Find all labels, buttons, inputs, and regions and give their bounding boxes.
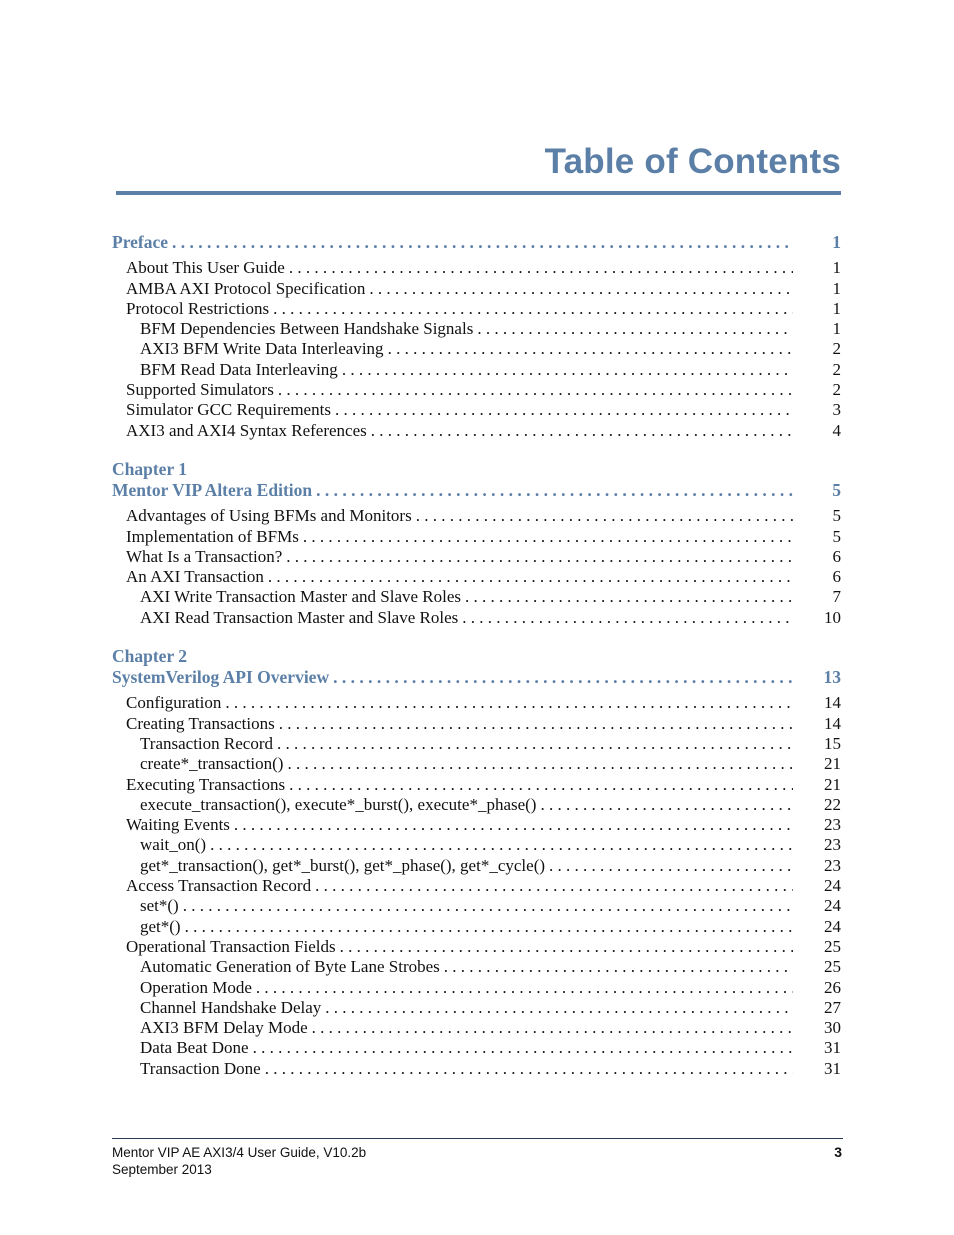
toc-entry-page: 5: [832, 506, 841, 526]
dot-leader: [312, 1018, 793, 1038]
dot-leader: [388, 339, 793, 359]
toc-entry-page: 1: [832, 258, 841, 278]
toc-entry-page: 2: [832, 380, 841, 400]
toc-entry-text: execute_transaction(), execute*_burst(), execute*_phase(): [140, 794, 537, 814]
chapter-label: [112, 646, 841, 667]
toc-entry-page: 24: [824, 896, 841, 916]
toc-entry[interactable]: [112, 1038, 841, 1058]
toc-entry-page: 1: [832, 319, 841, 339]
toc-entry-page: 6: [832, 567, 841, 587]
toc-entry-text: Advantages of Using BFMs and Monitors: [126, 506, 412, 526]
dot-leader: [371, 421, 793, 441]
dot-leader: [278, 380, 793, 400]
dot-leader: [287, 754, 793, 774]
toc-entry[interactable]: [112, 360, 841, 380]
toc-entry-text: Executing Transactions: [126, 774, 286, 794]
toc-entry[interactable]: [112, 339, 841, 359]
toc-heading-text: SystemVerilog API Overview: [112, 667, 330, 688]
toc-entry[interactable]: [112, 856, 841, 876]
dot-leader: [315, 876, 793, 896]
toc-entry-text: Configuration: [126, 693, 222, 713]
toc-entry-page: 23: [824, 835, 841, 855]
toc-heading-link[interactable]: [112, 667, 841, 687]
dot-leader: [477, 319, 793, 339]
dot-leader: [273, 299, 793, 319]
toc-entry-page: 14: [824, 713, 841, 733]
toc-entry-page: 26: [824, 977, 841, 997]
toc-entry-text: Transaction Record: [140, 733, 273, 753]
dot-leader: [286, 547, 793, 567]
toc-entry-page: 7: [832, 587, 841, 607]
dot-leader: [325, 998, 793, 1018]
page-title: Table of Contents: [544, 142, 841, 181]
dot-leader: [253, 1038, 793, 1058]
toc-entry-text: Operation Mode: [140, 977, 252, 997]
toc-entry-page: 2: [832, 339, 841, 359]
toc-entry-page: 23: [824, 815, 841, 835]
toc-entry-page: 10: [824, 607, 841, 627]
toc-entry[interactable]: [112, 1059, 841, 1079]
toc-entry-page: 25: [824, 957, 841, 977]
table-of-contents: [112, 232, 841, 1097]
toc-entry[interactable]: [112, 714, 841, 734]
toc-entry-page: 4: [832, 420, 841, 440]
dot-leader: [444, 957, 793, 977]
toc-entry-text: AXI3 BFM Delay Mode: [140, 1018, 308, 1038]
toc-entry[interactable]: [112, 506, 841, 526]
toc-entry[interactable]: [112, 547, 841, 567]
dot-leader: [462, 608, 793, 628]
toc-heading-link[interactable]: [112, 232, 841, 252]
dot-leader: [268, 567, 793, 587]
footer-page-number: 3: [834, 1144, 842, 1160]
dot-leader: [340, 937, 793, 957]
toc-entry[interactable]: [112, 835, 841, 855]
toc-entry-text: AXI3 BFM Write Data Interleaving: [140, 339, 384, 359]
toc-section-chapter-1: [112, 459, 841, 628]
toc-entry-page: 15: [824, 733, 841, 753]
dot-leader: [210, 835, 793, 855]
dot-leader: [416, 506, 793, 526]
toc-entry-text: Operational Transaction Fields: [126, 936, 336, 956]
toc-entry-page: 31: [824, 1038, 841, 1058]
toc-entry[interactable]: [112, 527, 841, 547]
toc-entry-text: BFM Dependencies Between Handshake Signals: [140, 319, 474, 339]
dot-leader: [289, 258, 793, 278]
toc-entry-text: create*_transaction(): [140, 754, 284, 774]
toc-entry-page: 1: [832, 278, 841, 298]
dot-leader: [279, 714, 793, 734]
toc-entry-page: 1: [832, 298, 841, 318]
toc-entry-text: Creating Transactions: [126, 713, 275, 733]
toc-entry[interactable]: [112, 608, 841, 628]
dot-leader: [185, 917, 793, 937]
toc-entry[interactable]: [112, 917, 841, 937]
toc-entry-page: 27: [824, 997, 841, 1017]
footer-doc-title: Mentor VIP AE AXI3/4 User Guide, V10.2b: [112, 1145, 367, 1160]
dot-leader: [172, 232, 793, 252]
toc-entry[interactable]: [112, 587, 841, 607]
toc-entry[interactable]: [112, 258, 841, 278]
toc-entry-text: BFM Read Data Interleaving: [140, 359, 338, 379]
toc-entry-page: 21: [824, 774, 841, 794]
dot-leader: [234, 815, 793, 835]
toc-heading-link[interactable]: [112, 480, 841, 500]
toc-entry-text: Supported Simulators: [126, 380, 274, 400]
toc-entry[interactable]: [112, 775, 841, 795]
toc-heading-page: 13: [823, 667, 841, 688]
toc-entry-text: Data Beat Done: [140, 1038, 249, 1058]
toc-entry-text: wait_on(): [140, 835, 207, 855]
toc-entry-text: Access Transaction Record: [126, 876, 312, 896]
toc-entry[interactable]: [112, 380, 841, 400]
toc-entry-text: Channel Handshake Delay: [140, 997, 322, 1017]
toc-entry[interactable]: [112, 421, 841, 441]
toc-entry-page: 24: [824, 876, 841, 896]
dot-leader: [316, 480, 793, 500]
toc-entry[interactable]: [112, 279, 841, 299]
toc-entry-text: Simulator GCC Requirements: [126, 400, 331, 420]
toc-entry-page: 22: [824, 794, 841, 814]
dot-leader: [465, 587, 793, 607]
toc-entry-text: AXI3 and AXI4 Syntax References: [126, 420, 367, 440]
toc-entry[interactable]: [112, 400, 841, 420]
toc-entry-text: What Is a Transaction?: [126, 546, 283, 566]
footer-date: September 2013: [112, 1162, 212, 1177]
toc-entry-text: get*(): [140, 916, 181, 936]
toc-entry[interactable]: [112, 693, 841, 713]
toc-entry-page: 31: [824, 1058, 841, 1078]
toc-entry-page: 6: [832, 546, 841, 566]
toc-entry-page: 5: [832, 526, 841, 546]
toc-entry-page: 14: [824, 693, 841, 713]
toc-entry[interactable]: [112, 1018, 841, 1038]
dot-leader: [342, 360, 793, 380]
toc-entry[interactable]: [112, 815, 841, 835]
toc-entry-page: 23: [824, 855, 841, 875]
toc-entry[interactable]: [112, 896, 841, 916]
toc-entry-page: 25: [824, 936, 841, 956]
toc-entry[interactable]: [112, 754, 841, 774]
toc-entry-text: AXI Read Transaction Master and Slave Roles: [140, 607, 459, 627]
dot-leader: [540, 795, 793, 815]
title-rule: [116, 191, 841, 195]
dot-leader: [549, 856, 793, 876]
toc-entry-text: get*_transaction(), get*_burst(), get*_phase(), get*_cycle(): [140, 855, 546, 875]
dot-leader: [225, 693, 793, 713]
toc-entry-text: Protocol Restrictions: [126, 298, 270, 318]
toc-entry-text: Waiting Events: [126, 815, 230, 835]
toc-entry-text: Automatic Generation of Byte Lane Strobes: [140, 957, 440, 977]
chapter-label: [112, 459, 841, 480]
toc-entry-page: 3: [832, 400, 841, 420]
dot-leader: [335, 400, 793, 420]
toc-heading-text: Mentor VIP Altera Edition: [112, 479, 313, 500]
toc-entry[interactable]: [112, 734, 841, 754]
toc-entry-text: set*(): [140, 896, 179, 916]
toc-entry[interactable]: [112, 937, 841, 957]
toc-entry-text: About This User Guide: [126, 258, 285, 278]
toc-entry-text: Implementation of BFMs: [126, 526, 299, 546]
toc-entry-page: 2: [832, 359, 841, 379]
dot-leader: [369, 279, 793, 299]
toc-entry[interactable]: [112, 876, 841, 896]
toc-entry[interactable]: [112, 319, 841, 339]
toc-entry[interactable]: [112, 957, 841, 977]
toc-entry[interactable]: [112, 795, 841, 815]
chapter-label-text: Chapter 2: [112, 646, 188, 667]
toc-section-preface: [112, 232, 841, 441]
toc-entry-page: 21: [824, 754, 841, 774]
toc-entry-text: Transaction Done: [140, 1058, 261, 1078]
dot-leader: [256, 978, 793, 998]
dot-leader: [183, 896, 793, 916]
footer-rule: [112, 1138, 843, 1139]
dot-leader: [289, 775, 793, 795]
dot-leader: [333, 667, 793, 687]
toc-entry-text: AMBA AXI Protocol Specification: [126, 278, 366, 298]
toc-heading-page: 5: [832, 479, 841, 500]
toc-entry[interactable]: [112, 978, 841, 998]
toc-entry-page: 30: [824, 1018, 841, 1038]
toc-entry-text: An AXI Transaction: [126, 567, 264, 587]
toc-entry[interactable]: [112, 567, 841, 587]
dot-leader: [277, 734, 793, 754]
chapter-label-text: Chapter 1: [112, 458, 188, 479]
toc-entry-page: 24: [824, 916, 841, 936]
toc-section-chapter-2: [112, 646, 841, 1079]
dot-leader: [303, 527, 793, 547]
toc-entry[interactable]: [112, 998, 841, 1018]
toc-entry-text: AXI Write Transaction Master and Slave Roles: [140, 587, 462, 607]
toc-heading-text: Preface: [112, 232, 169, 252]
footer-info: [112, 1144, 366, 1178]
dot-leader: [265, 1059, 793, 1079]
toc-entry[interactable]: [112, 299, 841, 319]
toc-heading-page: 1: [832, 232, 841, 252]
